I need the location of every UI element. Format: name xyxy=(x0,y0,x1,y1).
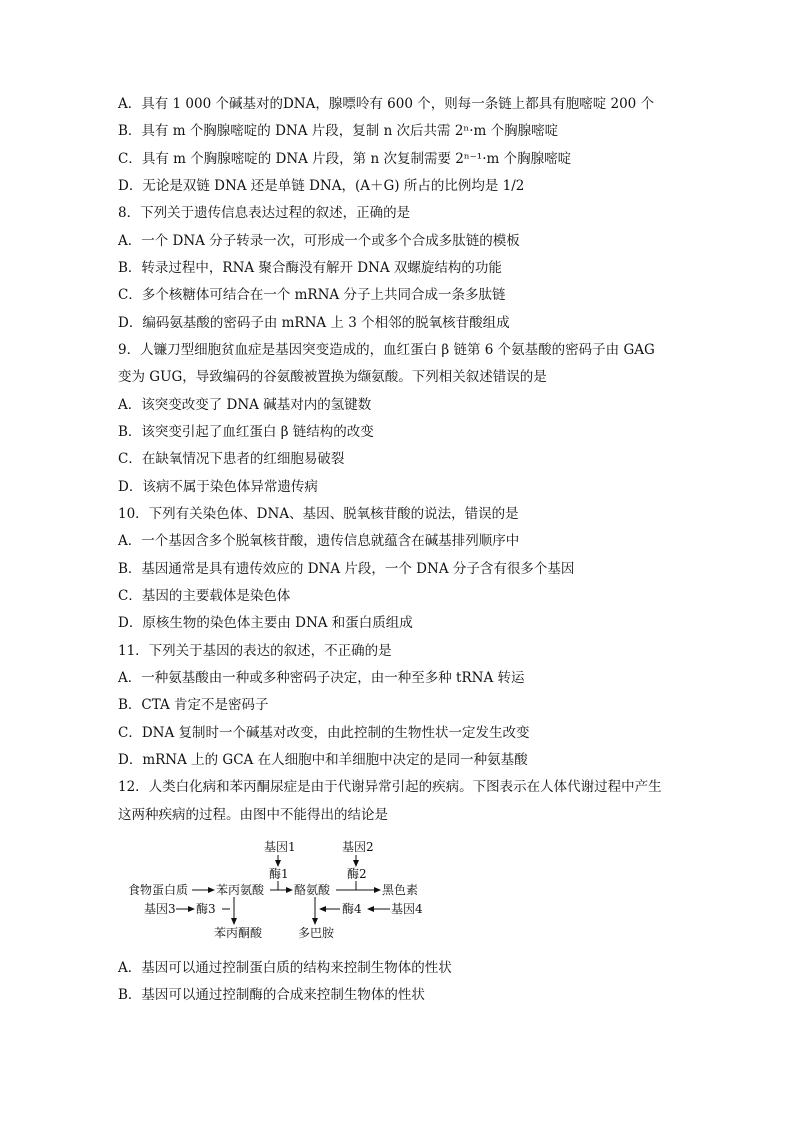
q8-option-d: D．编码氨基酸的密码子由 mRNA 上 3 个相邻的脱氧核苷酸组成 xyxy=(118,315,510,331)
label-food-protein: 食物蛋白质 xyxy=(128,883,189,897)
q10-option-c: C．基因的主要载体是染色体 xyxy=(118,588,291,604)
q12-option-a: A．基因可以通过控制蛋白质的结构来控制生物体的性状 xyxy=(118,960,452,976)
q11-option-a: A．一种氨基酸由一种或多种密码子决定，由一种至多种 tRNA 转运 xyxy=(118,670,525,686)
label-gene3: 基因3 xyxy=(144,902,176,916)
label-enzyme2: 酶2 xyxy=(347,867,367,881)
label-gene4: 基因4 xyxy=(391,902,423,916)
q11-option-b: B．CTA 肯定不是密码子 xyxy=(118,697,269,713)
label-phenylpyruvate: 苯丙酮酸 xyxy=(214,926,263,940)
q9-stem-line-2: 变为 GUG，导致编码的谷氨酸被置换为缬氨酸。下列相关叙述错误的是 xyxy=(118,369,547,385)
label-tyrosine: 酪氨酸 xyxy=(294,883,331,897)
label-enzyme3: 酶3 xyxy=(196,902,216,916)
q12-stem-line-1: 12．人类白化病和苯丙酮尿症是由于代谢异常引起的疾病。下图表示在人体代谢过程中产生 xyxy=(118,779,662,795)
label-melanin: 黑色素 xyxy=(382,883,419,897)
q9-option-c: C．在缺氧情况下患者的红细胞易破裂 xyxy=(118,451,345,467)
q10-option-d: D．原核生物的染色体主要由 DNA 和蛋白质组成 xyxy=(118,615,413,631)
q12-stem-line-2: 这两种疾病的过程。由图中不能得出的结论是 xyxy=(118,807,388,823)
q9-option-b: B．该突变引起了血红蛋白 β 链结构的改变 xyxy=(118,424,374,440)
label-enzyme4: 酶4 xyxy=(342,902,362,916)
q7-option-b: B．具有 m 个胸腺嘧啶的 DNA 片段，复制 n 次后共需 2ⁿ·m 个胸腺嘧啶 xyxy=(118,123,559,139)
label-gene1: 基因1 xyxy=(264,840,296,854)
q11-option-d: D．mRNA 上的 GCA 在人细胞中和羊细胞中决定的是同一种氨基酸 xyxy=(118,752,528,768)
q9-stem-line-1: 9．人镰刀型细胞贫血症是基因突变造成的，血红蛋白 β 链第 6 个氨基酸的密码子由 GAG xyxy=(118,342,655,358)
q8-stem: 8．下列关于遗传信息表达过程的叙述，正确的是 xyxy=(118,205,411,221)
label-enzyme1: 酶1 xyxy=(269,867,289,881)
q7-option-a: A．具有 1 000 个碱基对的DNA，腺嘌呤有 600 个，则每一条链上都具有胞嘧啶 200 个 xyxy=(118,96,655,112)
label-gene2: 基因2 xyxy=(342,840,374,854)
q7-option-c: C．具有 m 个胸腺嘧啶的 DNA 片段，第 n 次复制需要 2ⁿ⁻¹·m 个胸腺嘧啶 xyxy=(118,151,572,167)
q10-stem: 10．下列有关染色体、DNA、基因、脱氧核苷酸的说法，错误的是 xyxy=(118,506,519,522)
label-phenylalanine: 苯丙氨酸 xyxy=(216,883,265,897)
q9-option-d: D．该病不属于染色体异常遗传病 xyxy=(118,479,318,495)
q8-option-a: A．一个 DNA 分子转录一次，可形成一个或多个合成多肽链的模板 xyxy=(118,233,520,249)
q8-option-b: B．转录过程中，RNA 聚合酶没有解开 DNA 双螺旋结构的功能 xyxy=(118,260,502,276)
q8-option-c: C．多个核糖体可结合在一个 mRNA 分子上共同合成一条多肽链 xyxy=(118,287,506,303)
q11-stem: 11．下列关于基因的表达的叙述，不正确的是 xyxy=(118,643,392,659)
q12-option-b: B．基因可以通过控制酶的合成来控制生物体的性状 xyxy=(118,987,425,1003)
q10-option-a: A．一个基因含多个脱氧核苷酸，遗传信息就蕴含在碱基排列顺序中 xyxy=(118,533,520,549)
q11-option-c: C．DNA 复制时一个碱基对改变，由此控制的生物性状一定发生改变 xyxy=(118,725,530,741)
q7-option-d: D．无论是双链 DNA 还是单链 DNA，(A＋G) 所占的比例均是 1/2 xyxy=(118,178,525,194)
metabolic-pathway-diagram xyxy=(124,838,424,946)
q9-option-a: A．该突变改变了 DNA 碱基对内的氢键数 xyxy=(118,397,372,413)
label-dopamine: 多巴胺 xyxy=(298,926,335,940)
q10-option-b: B．基因通常是具有遗传效应的 DNA 片段，一个 DNA 分子含有很多个基因 xyxy=(118,561,575,577)
